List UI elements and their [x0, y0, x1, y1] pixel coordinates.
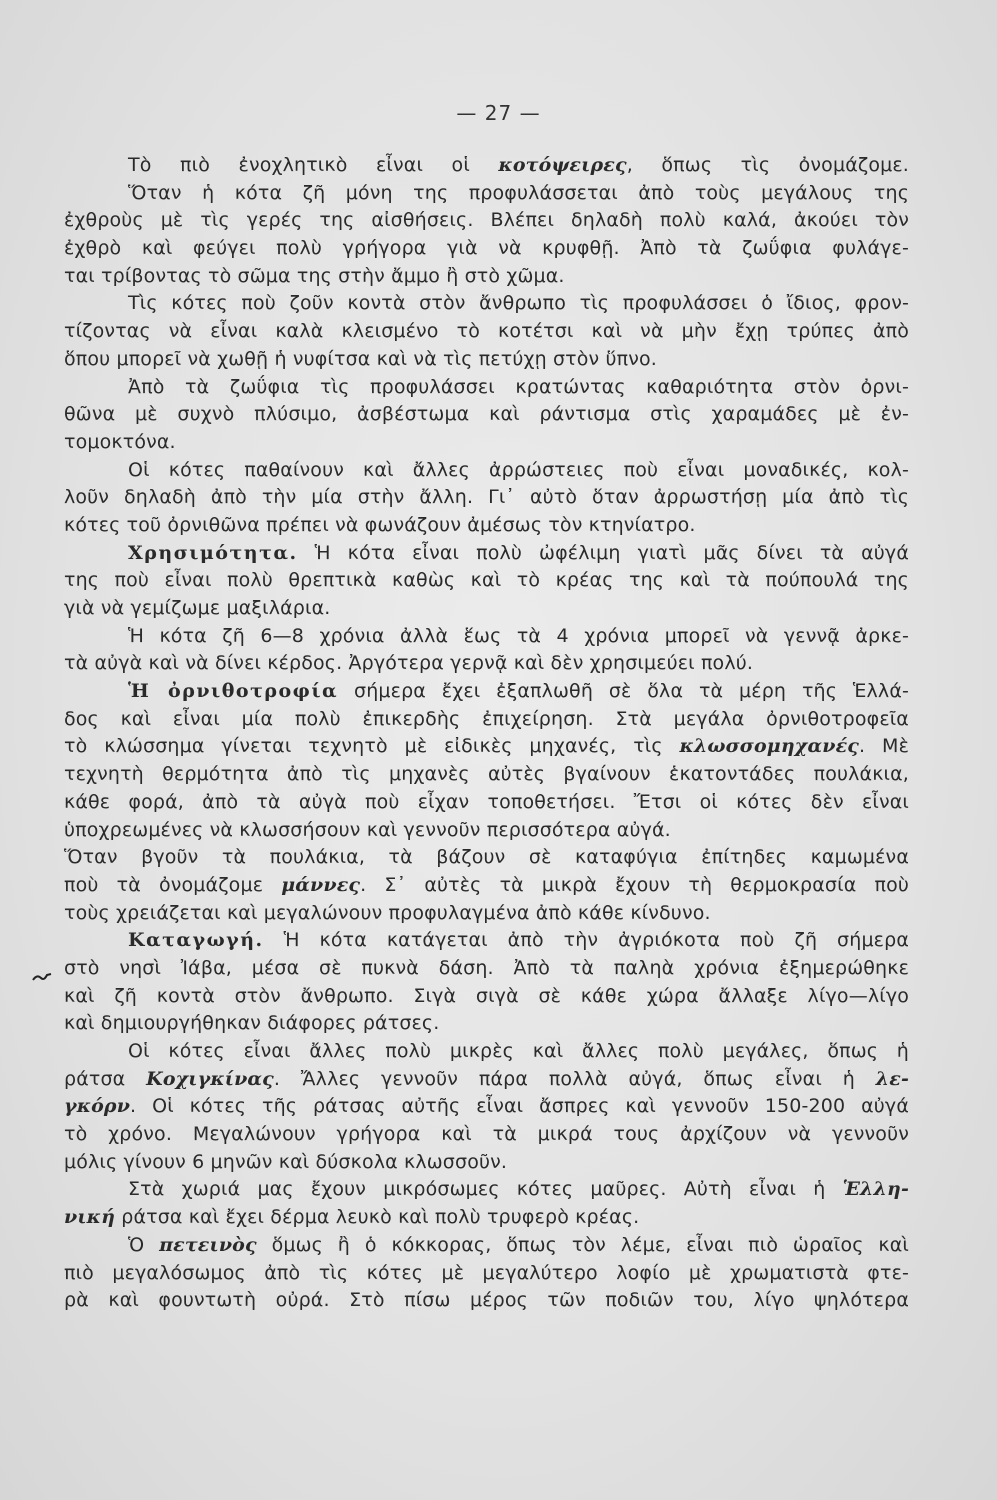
section-heading: Χρησιμότητα.: [128, 541, 298, 564]
text-line: Ὅταν βγοῦν τὰ πουλάκια, τὰ βάζουν σὲ καταφύγια ἐπίτηδες καμωμένα: [64, 846, 909, 869]
text-line: τοὺς χρειάζεται καὶ μεγαλώνουν προφυλαγμένα ἀπὸ κάθε κίνδυνο.: [64, 901, 711, 924]
text-line: ἐχθροὺς μὲ τὶς γερές της αἰσθήσεις. Βλέπει δηλαδὴ πολὺ καλά, ἀκούει τὸν: [64, 209, 909, 232]
text-line: τὸ χρόνο. Μεγαλώνουν γρήγορα καὶ τὰ μικρά τους ἀρχίζουν νὰ γεννοῦν: [64, 1123, 909, 1146]
text-line: στὸ νησὶ Ἰάβα, μέσα σὲ πυκνὰ δάση. Ἀπὸ τὰ παληὰ χρόνια ἐξημερώθηκε: [64, 956, 909, 979]
text-line: Οἱ κότες παθαίνουν καὶ ἄλλες ἀρρώστειες ποὺ εἶναι μοναδικές, κολ-: [128, 458, 909, 481]
body-text: [64, 152, 909, 1315]
text-line: πιὸ μεγαλόσωμος ἀπὸ τὶς κότες μὲ μεγαλύτερο λοφίο μὲ χρωματιστὰ φτε-: [64, 1261, 909, 1284]
text-line: Ἡ κότα ζῆ 6—8 χρόνια ἀλλὰ ἕως τὰ 4 χρόνια μπορεῖ νὰ γεννᾷ ἀρκε-: [128, 624, 909, 647]
text-line: γκόρν. Οἱ κότες τῆς ράτσας αὐτῆς εἶναι ἄσπρες καὶ γεννοῦν 150-200 αὐγά: [64, 1095, 909, 1118]
text-line: θῶνα μὲ συχνὸ πλύσιμο, ἀσβέστωμα καὶ ράντισμα στὶς χαραμάδες μὲ ἐν-: [64, 403, 909, 426]
text-line: ρὰ καὶ φουντωτὴ οὐρά. Στὸ πίσω μέρος τῶν ποδιῶν του, λίγο ψηλότερα: [64, 1289, 909, 1312]
text-line: ἐχθρὸ καὶ φεύγει πολὺ γρήγορα γιὰ νὰ κρυφθῇ. Ἀπὸ τὰ ζωΰφια φυλάγε-: [64, 237, 909, 260]
text-line: ὑποχρεωμένες νὰ κλωσσήσουν καὶ γεννοῦν περισσότερα αὐγά.: [64, 818, 671, 841]
text-line: Ἀπὸ τὰ ζωΰφια τὶς προφυλάσσει κρατώντας καθαριότητα στὸν ὀρνι-: [128, 375, 909, 398]
text-line: ὅπου μπορεῖ νὰ χωθῇ ἡ νυφίτσα καὶ νὰ τὶς πετύχῃ στὸν ὕπνο.: [64, 347, 657, 370]
text-line: Χρησιμότητα. Ἡ κότα εἶναι πολὺ ὠφέλιμη γιατὶ μᾶς δίνει τὰ αὐγά: [128, 541, 909, 564]
text-line: ράτσα Κοχιγκίνας. Ἄλλες γεννοῦν πάρα πολλὰ αὐγά, ὅπως εἶναι ἡ λε-: [64, 1067, 909, 1090]
text-line: Τὸ πιὸ ἐνοχλητικὸ εἶναι οἱ κοτόψειρες, ὅπως τὶς ὀνομάζομε.: [128, 154, 909, 176]
text-line: Τὶς κότες ποὺ ζοῦν κοντὰ στὸν ἄνθρωπο τὶς προφυλάσσει ὁ ἴδιος, φρον-: [128, 292, 909, 315]
text-line: δος καὶ εἶναι μία πολὺ ἐπικερδὴς ἐπιχείρηση. Στὰ μεγάλα ὀρνιθοτροφεῖα: [64, 707, 909, 730]
text-line: τίζοντας νὰ εἶναι καλὰ κλεισμένο τὸ κοτέτσι καὶ νὰ μὴν ἔχῃ τρύπες ἀπὸ: [64, 320, 909, 343]
text-line: καὶ ζῆ κοντὰ στὸν ἄνθρωπο. Σιγὰ σιγὰ σὲ κάθε χώρα ἄλλαξε λίγο—λίγο: [64, 984, 909, 1007]
text-line: τεχνητὴ θερμότητα ἀπὸ τὶς μηχανὲς αὐτὲς βγαίνουν ἑκατοντάδες πουλάκια,: [64, 763, 909, 786]
text-line: γιὰ νὰ γεμίζωμε μαξιλάρια.: [64, 597, 331, 619]
text-line: Καταγωγή. Ἡ κότα κατάγεται ἀπὸ τὴν ἀγριόκοτα ποὺ ζῆ σήμερα: [128, 929, 909, 952]
text-line: ται τρίβοντας τὸ σῶμα της στὴν ἄμμο ἢ στὸ χῶμα.: [64, 264, 565, 287]
ink-mark-icon: [32, 972, 52, 982]
text-line: της ποὺ εἶναι πολὺ θρεπτικὰ καθὼς καὶ τὸ κρέας της καὶ τὰ πούπουλά της: [64, 569, 909, 592]
text-line: κότες τοῦ ὀρνιθῶνα πρέπει νὰ φωνάζουν ἀμέσως τὸν κτηνίατρο.: [64, 513, 696, 536]
section-heading: Ἡ ὀρνιθοτροφία: [128, 680, 339, 703]
text-line: τομοκτόνα.: [64, 430, 176, 453]
text-line: Ὅταν ἡ κότα ζῆ μόνη της προφυλάσσεται ἀπὸ τοὺς μεγάλους της: [128, 181, 909, 204]
text-line: Στὰ χωριά μας ἔχουν μικρόσωμες κότες μαῦρες. Αὐτὴ εἶναι ἡ Ἑλλη-: [128, 1178, 909, 1201]
text-line: Οἱ κότες εἶναι ἄλλες πολὺ μικρὲς καὶ ἄλλες πολὺ μεγάλες, ὅπως ἡ: [128, 1040, 909, 1062]
text-line: Ἡ ὀρνιθοτροφία σήμερα ἔχει ἐξαπλωθῆ σὲ ὅλα τὰ μέρη τῆς Ἑλλά-: [128, 680, 909, 703]
page-number: — 27 —: [456, 101, 541, 125]
text-line: καὶ δημιουργήθηκαν διάφορες ράτσες.: [64, 1012, 440, 1035]
text-line: νική ράτσα καὶ ἔχει δέρμα λευκὸ καὶ πολὺ τρυφερὸ κρέας.: [64, 1206, 640, 1229]
text-line: Ὁ πετεινὸς ὅμως ἢ ὁ κόκκορας, ὅπως τὸν λέμε, εἶναι πιὸ ὡραῖος καὶ: [128, 1233, 909, 1256]
text-line: τὰ αὐγὰ καὶ νὰ δίνει κέρδος. Ἀργότερα γερνᾷ καὶ δὲν χρησιμεύει πολύ.: [64, 652, 754, 675]
text-line: μόλις γίνουν 6 μηνῶν καὶ δύσκολα κλωσσοῦν.: [64, 1150, 508, 1173]
section-heading: Καταγωγή.: [128, 929, 264, 952]
text-line: κάθε φορά, ἀπὸ τὰ αὐγὰ ποὺ εἶχαν τοποθετήσει. Ἔτσι οἱ κότες δὲν εἶναι: [64, 790, 909, 813]
text-line: λοῦν δηλαδὴ ἀπὸ τὴν μία στὴν ἄλλη. Γι᾿ αὐτὸ ὅταν ἀρρωστήσῃ μία ἀπὸ τὶς: [64, 486, 909, 509]
text-line: ποὺ τὰ ὀνομάζομε μάννες. Σ᾿ αὐτὲς τὰ μικρὰ ἔχουν τὴ θερμοκρασία ποὺ: [64, 873, 909, 896]
text-line: τὸ κλώσσημα γίνεται τεχνητὸ μὲ εἰδικὲς μηχανές, τὶς κλωσσομηχανές. Μὲ: [64, 735, 910, 758]
